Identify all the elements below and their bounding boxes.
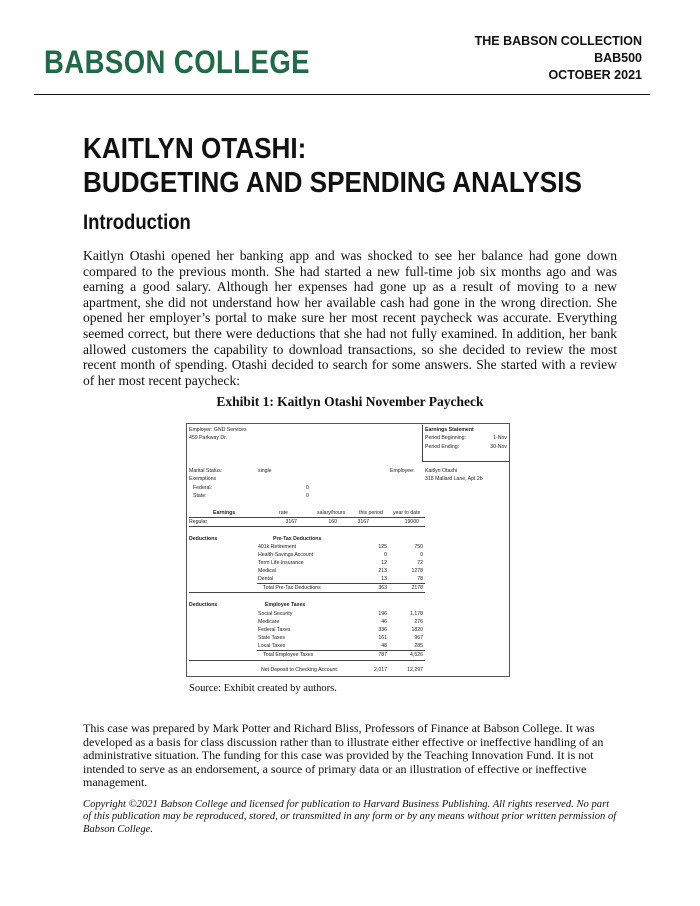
pretax-total-ytd: 2178 — [411, 585, 423, 591]
intro-paragraph: Kaitlyn Otashi opened her banking app and was shocked to see her balance had gone down compared to the previous month. She had started a new full-time job six months ago and was earning a good salary. Although her expenses had gone up as a result of moving to a new apartment, she did not understand how her available cash had gone in the wrong direction. She opened her employer’s portal to make sure her most recent paycheck was accurate. Everything seemed correct, but there were deductions that she had not fully examined. In addition, her bank allowed customers the capability to download transactions, so she decided to review the most recent month of spending. Otashi decided to search for some answers. She started with a review of her most recent paycheck: — [83, 248, 617, 388]
pretax-row-label: Medical — [258, 568, 276, 574]
paycheck-exhibit — [186, 423, 510, 677]
taxes-section-rule — [189, 660, 425, 661]
pretax-total-rule — [257, 583, 425, 584]
case-title — [83, 132, 582, 200]
tax-row-label: Local Taxes — [258, 643, 286, 649]
pretax-row-ytd: 72 — [417, 560, 423, 566]
document-meta — [475, 33, 642, 84]
case-code: BAB500 — [594, 51, 642, 65]
pretax-heading: Pre-Tax Deductions — [273, 536, 322, 542]
period-beginning-label: Period Beginning: — [425, 435, 466, 441]
pretax-row-label: Health-Savings Account — [258, 552, 314, 558]
pretax-row-label: Dental — [258, 576, 273, 582]
earnings-statement-label: Earnings Statement — [425, 427, 474, 433]
employee-label: Employee: — [390, 468, 415, 474]
pretax-row-label: 401k Retirement — [258, 544, 297, 550]
tax-row-ytd: 285 — [414, 643, 423, 649]
pretax-total-label: Total Pre-Tax Deductions — [263, 585, 321, 591]
tax-row-label: Federal Taxes — [258, 627, 291, 633]
taxes-total-rule — [257, 650, 425, 651]
exhibit-title: Exhibit 1: Kaitlyn Otashi November Paycheck — [216, 394, 484, 409]
tax-row-label: Social Security — [258, 611, 293, 617]
tax-row-period: 336 — [378, 627, 387, 633]
preparation-note: This case was prepared by Mark Potter and Richard Bliss, Professors of Finance at Babson College. It was developed as a basis for class discussion rather than to illustrate either effective or ineffective handling of an administrative situation. The funding for this case was provided by the Teaching Innovation Fund. It is not intended to serve as an endorsement, a source of primary data or an illustration of effective or ineffective management. — [83, 721, 604, 790]
net-deposit-ytd: 12,297 — [407, 667, 423, 673]
employee-name: Kaitlyn Otashi — [425, 468, 458, 474]
rate-column-header: rate — [279, 510, 288, 516]
ytd-column-header: year to date — [393, 510, 421, 516]
tax-row-period: 48 — [381, 643, 387, 649]
period-ending-value: 30-Nov — [490, 444, 507, 450]
tax-row-period: 161 — [378, 635, 387, 641]
header-divider — [34, 94, 650, 95]
federal-exemptions-label: Federal: — [193, 485, 213, 491]
tax-row-ytd: 1,178 — [410, 611, 423, 617]
pretax-total-period: 363 — [378, 585, 387, 591]
pretax-row-period: 125 — [378, 544, 387, 550]
statement-box-left — [422, 425, 423, 461]
hours-column-header: salary/hours — [317, 510, 346, 516]
regular-rule — [189, 526, 425, 527]
regular-hours: 160 — [328, 519, 337, 525]
copyright-notice: Copyright ©2021 Babson College and licensed for publication to Harvard Business Publishing. All rights reserved. No part of this publication may be reproduced, stored, or transmitted in any form or by any means without prior written permission of Babson College. — [83, 799, 617, 835]
period-beginning-value: 1-Nov — [493, 435, 507, 441]
tax-row-label: Medicare — [258, 619, 280, 625]
regular-period: 3167 — [357, 519, 369, 525]
collection-name: THE BABSON COLLECTION — [474, 34, 642, 48]
net-deposit-label: Net Deposit to Checking Account: — [261, 667, 339, 673]
pretax-row-ytd: 750 — [414, 544, 423, 550]
employer-address: 459 Parkway Dr. — [189, 435, 228, 441]
earnings-column-header: Earnings — [213, 510, 236, 516]
tax-row-label: State Taxes — [258, 635, 286, 641]
statement-box-bottom — [422, 461, 510, 462]
pretax-row-ytd: 0 — [420, 552, 423, 558]
tax-row-period: 196 — [378, 611, 387, 617]
state-exemptions-value: 0 — [306, 493, 309, 499]
pretax-row-label: Term Life Insurance — [258, 560, 304, 566]
earnings-header-rule — [189, 517, 425, 518]
tax-row-ytd: 967 — [414, 635, 423, 641]
pretax-row-ytd: 78 — [417, 576, 423, 582]
exemptions-label: Exemptions — [189, 476, 217, 482]
deductions-label: Deductions — [189, 536, 218, 542]
pretax-section-rule — [189, 592, 425, 593]
case-title-line-1: KAITLYN OTASHI: — [83, 133, 307, 165]
case-title-line-2: BUDGETING AND SPENDING ANALYSIS — [83, 167, 582, 199]
section-heading: Introduction — [83, 211, 191, 234]
taxes-total-period: 787 — [378, 652, 387, 658]
regular-ytd: 19000 — [404, 519, 419, 525]
tax-row-ytd: 1820 — [411, 627, 423, 633]
taxes-heading: Employee Taxes — [265, 602, 306, 608]
deductions-label-taxes: Deductions — [189, 602, 218, 608]
period-ending-label: Period Ending: — [425, 444, 460, 450]
marital-status-value: single — [258, 468, 272, 474]
federal-exemptions-value: 0 — [306, 485, 309, 491]
pretax-row-period: 0 — [384, 552, 387, 558]
pretax-row-period: 213 — [378, 568, 387, 574]
employer-name: Employer: GND Services — [189, 427, 247, 433]
taxes-total-label: Total Employee Taxes — [263, 652, 314, 658]
state-exemptions-label: State: — [193, 493, 207, 499]
publication-date: OCTOBER 2021 — [548, 68, 642, 82]
net-deposit-period: 2,017 — [374, 667, 387, 673]
tax-row-period: 46 — [381, 619, 387, 625]
regular-label: Regular — [189, 519, 208, 525]
pretax-row-period: 12 — [381, 560, 387, 566]
marital-status-label: Marital Status: — [189, 468, 223, 474]
babson-college-logo: BABSON COLLEGE — [44, 44, 310, 80]
pretax-row-ytd: 1278 — [411, 568, 423, 574]
exhibit-source: Source: Exhibit created by authors. — [189, 683, 337, 694]
period-column-header: this period — [359, 510, 383, 516]
employee-address: 318 Mallard Lane, Apt 2b — [425, 476, 483, 482]
taxes-total-ytd: 4,526 — [410, 652, 423, 658]
regular-rate: 3167 — [285, 519, 297, 525]
tax-row-ytd: 276 — [414, 619, 423, 625]
pretax-row-period: 13 — [381, 576, 387, 582]
